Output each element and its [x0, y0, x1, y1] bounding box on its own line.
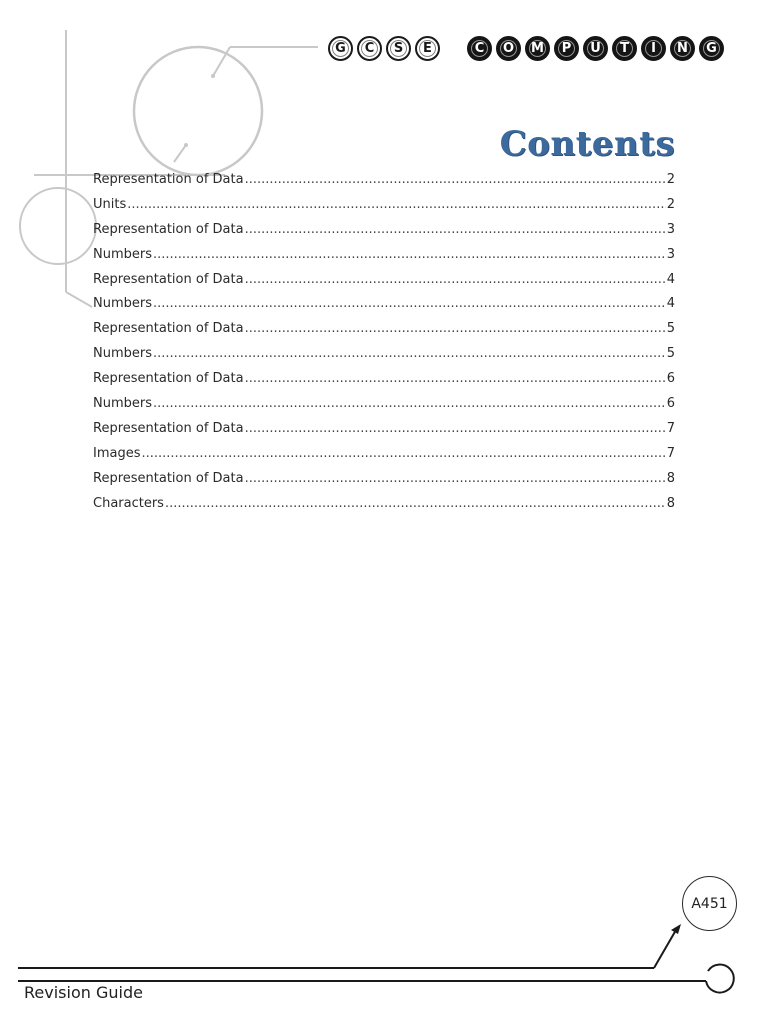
logo-letter: P — [554, 36, 579, 61]
toc-entry[interactable] — [93, 346, 675, 371]
table-of-contents — [93, 172, 675, 520]
toc-dot-leader — [245, 173, 666, 186]
toc-page-number: 3 — [666, 221, 675, 237]
logo-letter: U — [583, 36, 608, 61]
toc-dot-leader — [245, 273, 666, 286]
toc-entry-title: Characters — [93, 495, 164, 511]
toc-dot-leader — [153, 248, 666, 261]
toc-page-number: 8 — [666, 470, 675, 486]
logo-letter: G — [699, 36, 724, 61]
toc-page-number: 2 — [666, 172, 675, 187]
toc-entry-title: Numbers — [93, 346, 152, 362]
toc-entry-title: Numbers — [93, 396, 152, 412]
footer-label: Revision Guide — [24, 983, 143, 1002]
toc-page-number: 8 — [666, 495, 675, 511]
toc-entry-title: Units — [93, 196, 127, 212]
toc-entry-title: Numbers — [93, 296, 152, 312]
toc-page-number: 5 — [666, 321, 675, 337]
logo-letter: M — [525, 36, 550, 61]
toc-page-number: 6 — [666, 371, 675, 387]
toc-entry-title: Representation of Data — [93, 420, 244, 436]
logo-letter: C — [467, 36, 492, 61]
logo-letter: T — [612, 36, 637, 61]
toc-entry[interactable] — [93, 396, 675, 421]
toc-dot-leader — [153, 297, 666, 310]
toc-entry-title: Numbers — [93, 246, 152, 262]
toc-entry-title: Representation of Data — [93, 271, 244, 287]
toc-page-number: 3 — [666, 246, 675, 262]
toc-page-number: 7 — [666, 420, 675, 436]
toc-entry-title: Representation of Data — [93, 470, 244, 486]
toc-dot-leader — [245, 322, 666, 335]
toc-dot-leader — [153, 397, 666, 410]
toc-entry[interactable] — [93, 421, 675, 446]
toc-page-number: 6 — [666, 396, 675, 412]
toc-dot-leader — [165, 497, 666, 510]
toc-page-number: 7 — [666, 445, 675, 461]
toc-dot-leader — [127, 198, 665, 211]
toc-page-number: 2 — [666, 196, 675, 212]
toc-entry-title: Representation of Data — [93, 221, 244, 237]
module-badge: A451 — [682, 876, 737, 931]
toc-dot-leader — [153, 347, 666, 360]
toc-entry-title: Images — [93, 445, 141, 461]
toc-entry[interactable] — [93, 172, 675, 197]
logo-letter: C — [357, 36, 382, 61]
toc-page-number: 5 — [666, 346, 675, 362]
logo-letter: G — [328, 36, 353, 61]
toc-entry[interactable] — [93, 197, 675, 222]
logo-letter: I — [641, 36, 666, 61]
toc-entry-title: Representation of Data — [93, 321, 244, 337]
toc-dot-leader — [245, 472, 666, 485]
toc-page-number: 4 — [666, 271, 675, 287]
toc-entry[interactable] — [93, 321, 675, 346]
toc-entry[interactable] — [93, 247, 675, 272]
toc-entry[interactable] — [93, 272, 675, 297]
logo-letter: N — [670, 36, 695, 61]
toc-entry-title: Representation of Data — [93, 371, 244, 387]
toc-entry[interactable] — [93, 446, 675, 471]
toc-page-number: 4 — [666, 296, 675, 312]
logo-letter: S — [386, 36, 411, 61]
toc-entry[interactable] — [93, 496, 675, 521]
logo-letter: O — [496, 36, 521, 61]
toc-entry-title: Representation of Data — [93, 172, 244, 187]
computing-logo — [467, 36, 724, 64]
toc-dot-leader — [142, 447, 666, 460]
logo-letter: E — [415, 36, 440, 61]
toc-dot-leader — [245, 372, 666, 385]
toc-dot-leader — [245, 223, 666, 236]
page-title: Contents — [499, 124, 675, 164]
toc-entry[interactable] — [93, 471, 675, 496]
gcse-logo — [328, 36, 440, 64]
toc-entry[interactable] — [93, 296, 675, 321]
toc-entry[interactable] — [93, 222, 675, 247]
toc-entry[interactable] — [93, 371, 675, 396]
toc-dot-leader — [245, 422, 666, 435]
